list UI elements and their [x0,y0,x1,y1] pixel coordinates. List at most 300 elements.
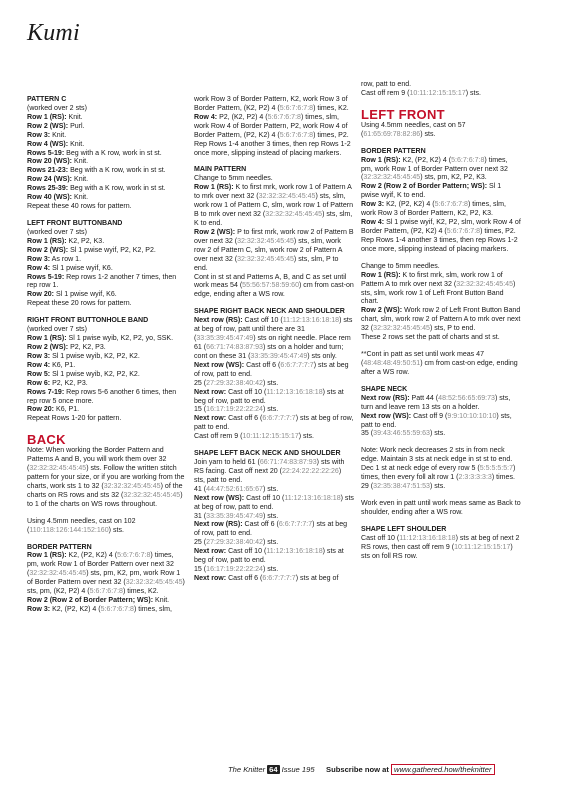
instruction-text: ) cm from cast-on edge, ending after a WS row. [361,359,518,376]
instruction-text: ) sts. [262,379,279,387]
instruction-text: ) sts, turn and leave rem 13 sts on a holder. [361,394,511,411]
instruction-paragraph [27,406,187,415]
instruction-text: Sl 1 pwise wyif, K2, P2, slm, work Row 4 of Border Pattern, (P2, K2) 4 ( [361,219,521,235]
instruction-text: Dec 1 st at neck edge of every row 5 ( [361,465,480,473]
instruction-paragraph [194,459,354,486]
instruction-text: ) sts at beg of row, patt to end. [194,494,354,511]
instruction-paragraph [194,141,354,159]
instruction-text: Purl. [68,122,85,130]
size-counts: 32:32:32:45:45:45 [125,579,183,587]
instruction-text: Cont in st st and Patterns A, B, and C as set until work meas 54 ( [194,273,347,290]
instruction-text: Knit. [72,194,89,202]
row-label: Row 40 (WS): [27,194,73,202]
row-label: Row 3: [27,352,51,360]
size-counts: 5:6:7:6:7:8 [117,552,151,560]
spacer [361,492,521,500]
row-label: Next row: [194,548,227,556]
row-label: Row 2 (Row 2 of Border Pattern; WS): [27,597,154,605]
instruction-text: Cast off 10 ( [226,548,267,556]
instruction-paragraph [27,150,187,159]
row-label: Row 5: [27,370,51,378]
instruction-paragraph [27,105,187,114]
instruction-paragraph [361,157,521,184]
instruction-paragraph [194,539,354,548]
instruction-text: ) sts. Follow the written stitch pattern for your size, or if you are working from the charts, work sts 1 to 32 ( [27,465,185,490]
footer-magazine [228,765,315,774]
instruction-paragraph [27,518,187,536]
instruction-text: ) times, P2. [313,131,349,139]
instruction-text: ) sts at beg of row, patt to end. [194,521,348,538]
instruction-text: Rep rows 1-2 another 7 times, then rep row 1. [27,273,177,290]
magazine-name: The Knitter [228,765,266,774]
instruction-paragraph [27,552,187,597]
instruction-text: ) sts. [298,433,315,441]
instruction-text: ) sts at beg of row, patt to end. [194,548,344,565]
instruction-text: Cast off 9 ( [411,412,448,420]
size-counts: 32:32:32:45:45:45 [363,174,421,182]
instruction-text: ) times, K2. [313,104,349,112]
spacer [194,300,354,308]
row-label: Row 2 (WS): [194,228,236,236]
size-counts: 27:29:32:38:40:42 [206,379,263,387]
instruction-text: Patt 44 ( [409,394,439,402]
instruction-text: Knit. [50,131,67,139]
instruction-text: ) times, P2. [480,227,516,235]
instruction-paragraph [361,465,521,483]
instruction-text: Beg with a K row, work in st st. [68,167,166,175]
section-heading: SHAPE LEFT BACK NECK AND SHOULDER [194,450,341,458]
instruction-paragraph [194,380,354,389]
size-counts: 32:32:32:45:45:45 [373,325,430,333]
instruction-text: (worked over 2 sts) [27,104,87,112]
instruction-text: Cast off 10 ( [242,317,283,325]
instruction-text: Beg with a K row, work in st st. [64,149,162,157]
instruction-paragraph [361,413,521,431]
instruction-text: ) sts at beg of row, patt to end. [194,415,354,432]
spacer [27,536,187,544]
size-counts: 5:5:5:5:5:7 [479,465,513,473]
instruction-paragraph [361,90,521,99]
instruction-text: 25 ( [194,379,207,387]
instruction-paragraph [194,486,354,495]
instruction-paragraph [27,194,187,203]
row-label: Row 1 (RS): [27,113,67,121]
instruction-paragraph [194,317,354,362]
issue-number: Issue 195 [281,765,315,774]
size-counts: 27:29:32:38:40:42 [206,539,263,547]
instruction-text: ) sts, slm, P to end. [194,255,339,272]
instruction-paragraph [361,447,521,465]
row-label: Row 3: [27,606,51,614]
size-counts: 10:11:12:15:15:17 [242,433,299,441]
page-number: 64 [269,765,278,774]
instruction-paragraph [361,219,521,237]
spacer [361,99,521,107]
instruction-text: Knit. [72,176,89,184]
instruction-text: ) sts, P to end. [429,325,476,333]
size-counts: 55:56:57:58:59:60 [242,282,299,290]
row-label: Next row (WS): [361,412,412,420]
instruction-text: ) sts. [262,566,279,574]
instruction-text: ) sts at beg of row, patt to end. [194,361,349,378]
instruction-text: ) sts. [262,406,279,414]
size-counts: 5:6:7:6:7:8 [279,131,314,139]
instruction-paragraph [361,263,521,272]
instruction-text: ) times, pm, work Row 1 of Border Pattern over next 32 ( [361,156,508,182]
instruction-paragraph [27,274,187,292]
instruction-paragraph [194,175,354,184]
instruction-text: ) sts, patt to end. [194,467,342,484]
size-counts: 32:32:32:45:45:45 [456,280,514,288]
instruction-text: K6, P1. [50,361,76,369]
instruction-paragraph [194,521,354,539]
row-label: Row 1 (RS): [361,271,401,279]
spacer [361,439,521,447]
instruction-text: Sl 1 pwise wyib, K2, P2, K2. [50,352,140,360]
instruction-text: Knit. [72,158,89,166]
instruction-text: ) sts with RS facing. Cast off next 20 ( [194,459,345,475]
instruction-paragraph [194,495,354,513]
section-title: BACK [27,432,66,448]
size-counts: 32:32:32:45:45:45 [258,193,316,201]
instruction-paragraph [27,167,187,176]
instruction-text: Rep rows 5-6 another 6 times, then rep row 5 once more. [27,388,177,405]
instruction-text: (worked over 7 sts) [27,228,87,236]
subscribe-link[interactable]: www.gathered.how/theknitter [391,764,495,775]
instruction-text: ) sts. [262,512,279,520]
row-label: Row 24 (WS): [27,176,73,184]
instruction-paragraph [194,406,354,415]
section-heading: PATTERN C [27,96,67,103]
instruction-paragraph [194,114,354,141]
instruction-paragraph [361,307,521,334]
row-label: Next row (RS): [361,394,410,402]
instruction-paragraph [361,183,521,201]
instruction-paragraph [27,247,187,256]
instruction-text: Work even in patt until work meas same as Back to shoulder, ending after a WS row. [361,499,521,516]
row-label: Next row: [194,575,227,583]
row-label: Row 1 (RS): [27,552,67,560]
instruction-text: **Cont in patt as set until work meas 47 ( [361,351,484,367]
size-counts: 48:52:56:65:69:73 [438,394,495,402]
instruction-text: row, patt to end. [361,81,412,88]
section-heading: RIGHT FRONT BUTTONHOLE BAND [27,317,149,325]
size-counts: 2:3:3:3:3:3 [458,474,492,482]
instruction-paragraph [27,176,187,185]
size-counts: 32:32:32:45:45:45 [237,255,294,263]
section-heading: BORDER PATTERN [27,543,92,551]
footer-subscribe [326,765,495,774]
row-label: Row 6: [27,379,51,387]
instruction-text: 15 ( [194,566,207,574]
size-counts: 11:12:13:16:18:18 [399,534,456,542]
instruction-text: P2, (K2, P2) 4 ( [217,113,268,121]
instruction-text: Sl 1 pwise wyif, K6. [50,264,113,272]
spacer [361,343,521,351]
instruction-text: Sl 1 pwise wyib, K2, P2, yo, SSK. [66,335,174,343]
row-label: Row 2 (WS): [27,246,69,254]
instruction-paragraph [194,575,354,584]
spacer [27,212,187,220]
instruction-text: ) sts, pm, K2, P2, K3. [420,174,487,182]
size-counts: 16:17:19:22:22:24 [206,566,263,574]
instruction-paragraph [361,395,521,413]
instruction-text: ) times, slm, work Row 4 of Border Pattern, P2, work Row 4 of Border Pattern, (P2, K2) 4 ( [194,113,348,139]
spacer [361,255,521,263]
instruction-text: Cast off 6 ( [242,521,279,529]
size-counts: 5:6:7:6:7:8 [446,227,481,235]
size-counts: 32:32:32:45:45:45 [123,491,181,499]
instruction-text: ) to 1 of the charts on WS rows throughout. [27,491,183,508]
instruction-text: K2, (P2, K2) 4 ( [50,606,101,614]
row-label: Row 20 (WS): [27,158,73,166]
row-label: Row 1 (RS): [27,237,67,245]
instruction-text: P to first mrk, work row 2 of Pattern B over next 32 ( [194,228,354,245]
size-counts: 6:6:7:7:7:7 [278,521,313,529]
instruction-paragraph [27,185,187,194]
spacer [361,378,521,386]
size-counts: 61:65:69:78:82:86 [363,130,421,138]
instruction-text: Using 4.5mm needles, cast on 57 ( [361,121,466,138]
row-label: Next row (WS): [194,361,245,369]
instruction-paragraph [27,353,187,362]
instruction-text: ) sts at beg of row, patt until there are 31 ( [194,317,353,343]
instruction-text: ) sts only. [307,352,337,360]
row-label: Row 2 (Row 2 of Border Pattern; WS): [361,183,488,191]
spacer [27,424,187,432]
instruction-paragraph [361,430,521,439]
instruction-paragraph [194,566,354,575]
instruction-text: P2, K2, P3. [50,379,88,387]
instruction-text: Change to 5mm needles. [361,262,440,270]
instruction-text: Knit. [68,140,85,148]
instruction-paragraph [361,201,521,219]
instruction-paragraph [27,597,187,606]
instruction-text: Cast off 6 ( [226,575,263,583]
size-counts: 10:11:12:15:15:17 [454,543,511,551]
instruction-text: 35 ( [361,430,374,438]
instruction-text: ) sts, patt to end. [361,412,512,429]
row-label: Row 20: [27,291,55,299]
instruction-text: ) cm from cast-on edge, ending after a WS row. [194,282,354,299]
spacer [361,140,521,148]
row-label: Row 1 (RS): [194,184,234,192]
instruction-paragraph [27,203,187,212]
instruction-text: Repeat these 20 rows for pattern. [27,300,132,308]
row-label: Row 20: [27,406,55,414]
instruction-paragraph [27,415,187,424]
instruction-text: K2, P2, K3. [66,237,105,245]
size-counts: 11:12:13:16:18:18 [266,388,323,396]
instruction-text: ) sts. [108,526,124,534]
size-counts: 6:6:7:7:7:7 [262,575,296,583]
instruction-text: ) sts. [262,539,279,547]
instruction-text: ) sts, slm, work row 2 of Pattern C, slm, work row 2 of Pattern A over next 32 ( [194,237,343,263]
section-heading: SHAPE RIGHT BACK NECK AND SHOULDER [194,308,345,316]
row-label: Row 4 (WS): [27,140,69,148]
instruction-paragraph [27,238,187,247]
row-label: Rows 5-19: [27,273,65,281]
size-counts: 5:6:7:6:7:8 [434,201,468,209]
instruction-text: ) sts at beg of next 2 RS rows, then cast off rem 9 ( [361,534,520,551]
row-label: Next row: [194,415,227,423]
instruction-paragraph [361,351,521,378]
instruction-text: Knit. [66,113,83,121]
instruction-text: K to first mrk, work row 1 of Pattern A to mrk over next 32 ( [194,184,352,201]
size-counts: 10:11:12:15:15:17 [409,89,466,97]
instruction-paragraph [27,229,187,238]
size-counts: 9:9:10:10:10:10 [447,412,497,420]
size-counts: 22:24:22:22:22:26 [282,467,339,475]
size-counts: 32:32:32:45:45:45 [29,570,87,578]
section-heading: LEFT FRONT BUTTONBAND [27,219,123,227]
instruction-text: Work row 2 of Left Front Button Band chart, slm, work row 2 of Pattern A to mrk over next 32 ( [361,307,521,333]
instruction-paragraph [361,237,521,255]
row-label: Rows 25-39: [27,185,69,193]
size-counts: 6:6:7:7:7:7 [262,415,296,423]
row-label: Next row (RS): [194,521,243,529]
instruction-text: ) sts at beg of [295,575,339,583]
row-label: Next row: [194,388,227,396]
instruction-text: Cast off rem 9 ( [361,89,410,97]
size-counts: 32:32:32:45:45:45 [265,211,323,219]
row-label: Row 4: [361,219,385,227]
instruction-paragraph [27,371,187,380]
instruction-paragraph [27,326,187,335]
page-title: Kumi [27,20,80,46]
instruction-text: Note: Work neck decreases 2 sts in from neck edge. Maintain 3 sts at neck edge in st st to end. [361,447,513,464]
instruction-text: ) sts. [262,485,279,493]
size-counts: 110:118:126:144:152:160 [29,526,109,534]
spacer [194,158,354,166]
spacer [27,309,187,317]
size-counts: 5:6:7:6:7:8 [451,156,485,164]
instruction-text: ) times, pm, work Row 1 of Border Pattern over next 32 ( [27,552,174,578]
instruction-paragraph [27,389,187,407]
instruction-text: 25 ( [194,539,207,547]
instruction-paragraph [27,606,187,615]
instruction-text: K6, P1. [54,406,80,414]
instruction-paragraph [194,274,354,301]
section-heading: BORDER PATTERN [361,147,426,155]
instruction-text: Using 4.5mm needles, cast on 102 ( [27,517,136,534]
size-counts: 39:43:46:55:59:63 [373,430,430,438]
size-counts: 5:6:7:6:7:8 [267,113,301,121]
section-heading: SHAPE NECK [361,385,408,393]
instruction-text: ) sts, slm, work row 1 of Left Front Button Band chart. [361,280,516,306]
instruction-text: Rep Rows 1-4 another 3 times, then rep Rows 1-2 once more, slipping instead of placing markers. [194,140,351,157]
size-counts: 11:12:13:16:18:18 [284,494,341,502]
size-counts: 32:35:38:47:51:53 [373,483,430,491]
size-counts: 66:71:74:83:87:93 [259,459,317,467]
instruction-text: Cast off 10 ( [361,534,400,542]
size-counts: 33:35:39:45:47:49 [250,352,308,360]
instruction-text: P2, K2, P3. [68,343,106,351]
instruction-text: ) sts. [429,483,446,491]
instruction-paragraph [27,256,187,265]
instruction-paragraph [194,229,354,274]
instruction-paragraph [27,291,187,300]
instruction-paragraph [27,123,187,132]
instruction-text: ) sts on foll RS row. [361,543,513,560]
instruction-text: (worked over 7 sts) [27,326,87,334]
instruction-text: Change to 5mm needles. [194,175,273,183]
instruction-text: ) sts on a holder and turn; cont on these 31 ( [194,343,344,360]
section-title: LEFT FRONT [361,106,445,122]
row-label: Next row (WS): [194,494,245,502]
instruction-text: ) of the charts on RS rows and sts 32 ( [27,482,183,499]
instruction-text: Repeat Rows 1-20 for pattern. [27,415,122,423]
instruction-text: As row 1. [50,255,82,263]
instruction-paragraph [194,184,354,229]
spacer [194,442,354,450]
instruction-paragraph [361,122,521,140]
row-label: Rows 5-19: [27,149,65,157]
instruction-text: Cast off 6 ( [244,361,281,369]
row-label: Row 1 (RS): [361,156,401,164]
row-label: Rows 21-23: [27,167,69,175]
instruction-paragraph [361,334,521,343]
instruction-paragraph [194,513,354,522]
instruction-text: ) times. [491,474,515,482]
row-label: Row 2 (WS): [27,122,69,130]
column-3 [361,81,521,561]
instruction-text: Cast off rem 9 ( [194,433,243,441]
instruction-text: ) sts. [465,89,482,97]
instruction-text: Sl 1 pwise wyif, K6. [54,291,117,299]
spacer [27,510,187,518]
instruction-text: Rep Rows 1-4 another 3 times, then rep Rows 1-2 once more, slipping instead of placing markers. [361,236,518,253]
instruction-text: Sl 1 pwise wyib, K2, P2, K2. [50,370,140,378]
size-counts: 5:6:7:6:7:8 [100,606,134,614]
instruction-text: ) times, K2. [122,588,159,596]
instruction-paragraph [194,389,354,407]
instruction-text: ) sts, slm, K to end. [194,211,353,227]
size-counts: 32:32:32:45:45:45 [237,237,294,245]
instruction-paragraph [27,447,187,509]
instruction-text: K to first mrk, slm, work row 1 of Pattern A to mrk over next 32 ( [361,271,503,288]
instruction-paragraph [27,380,187,389]
instruction-text: Note: When working the Border Pattern and Patterns A and B, you will work them over 32 ( [27,447,167,473]
size-counts: 32:32:32:45:45:45 [103,482,161,490]
instruction-paragraph [27,158,187,167]
instruction-paragraph [27,335,187,344]
row-label: Row 4: [27,264,51,272]
row-label: Row 4: [27,361,51,369]
instruction-paragraph [27,141,187,150]
instruction-paragraph [361,500,521,518]
instruction-paragraph [194,548,354,566]
row-label: Next row (RS): [194,317,243,325]
size-counts: 11:12:13:16:18:18 [266,548,323,556]
size-counts: 11:12:13:16:18:18 [282,317,340,325]
instruction-text: work Row 3 of Border Pattern, K2, work Row 3 of Border Pattern, (K2, P2) 4 ( [194,96,348,112]
instruction-paragraph [194,433,354,442]
instruction-text: 41 ( [194,485,207,493]
instruction-text: ) times, slm, [133,606,172,614]
instruction-paragraph [361,483,521,492]
instruction-text: 15 ( [194,406,207,414]
section-heading: MAIN PATTERN [194,166,247,174]
instruction-text: K2, (P2, K2) 4 ( [384,201,435,209]
size-counts: 5:6:7:6:7:8 [279,104,314,112]
column-1 [27,96,187,615]
size-counts: 16:17:19:22:22:24 [206,406,263,414]
row-label: Row 2 (WS): [27,343,69,351]
instruction-paragraph [361,535,521,562]
instruction-text: Repeat these 40 rows for pattern. [27,203,132,211]
instruction-text: These 2 rows set the patt of charts and st st. [361,334,500,342]
